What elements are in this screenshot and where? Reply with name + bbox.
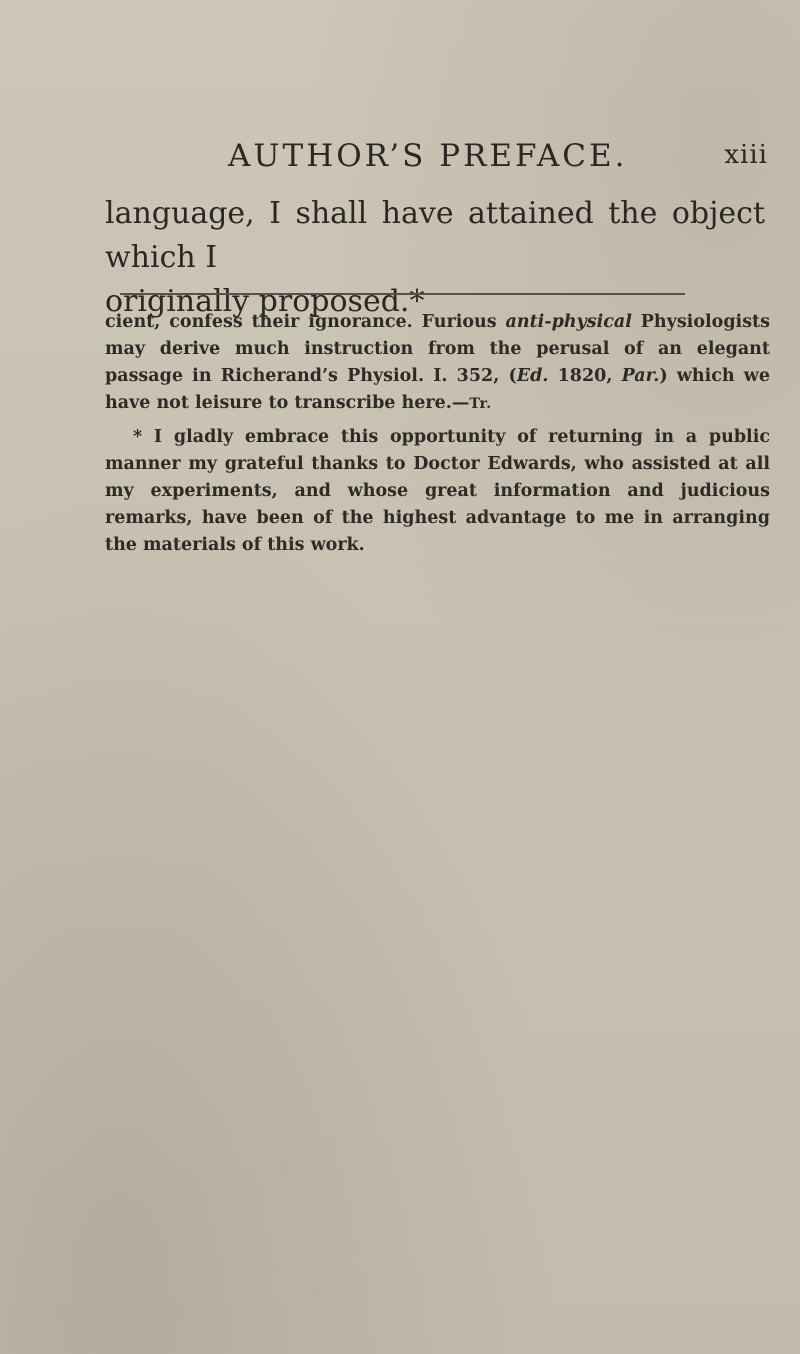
footnote-continued bbox=[105, 309, 770, 418]
running-head bbox=[228, 138, 768, 178]
main-text bbox=[105, 192, 765, 324]
translator-signature: Tr. bbox=[469, 396, 492, 412]
footnote-continued-part-4: ) which we have not leisure to transcribe here.— bbox=[105, 366, 771, 413]
running-head-title: AUTHOR’S PREFACE. bbox=[228, 138, 628, 174]
footnote-italic-par: Par. bbox=[621, 366, 660, 386]
main-text-line-2: originally proposed.* bbox=[105, 284, 425, 319]
main-text-line-1: language, I shall have attained the object which I bbox=[105, 196, 765, 275]
footnote-author-text: I gladly embrace this opportunity of returning in a public manner my grateful thanks to Doctor Edwards, who assisted at all my experiments, and whose great information and judicious remarks, have been of the highest advantage to me in arranging the materials of this work. bbox=[105, 427, 771, 555]
footnote-continued-part-2: Physiologists may derive much instruction from the perusal of an elegant passage in Richerand’s Physiol. I. 352, ( bbox=[105, 312, 770, 386]
footnote-marker: * bbox=[133, 427, 143, 447]
footnote-author bbox=[105, 424, 770, 559]
footnote-continued-part-1: cient, confess their ignorance. Furious bbox=[105, 312, 506, 332]
footnote-continued-part-3: 1820, bbox=[548, 366, 622, 386]
footnote-rule bbox=[120, 293, 685, 295]
footnote-italic-anti-physical: anti-physical bbox=[505, 312, 632, 332]
page-number: xiii bbox=[724, 140, 768, 170]
footnote-italic-ed: Ed. bbox=[516, 366, 549, 386]
